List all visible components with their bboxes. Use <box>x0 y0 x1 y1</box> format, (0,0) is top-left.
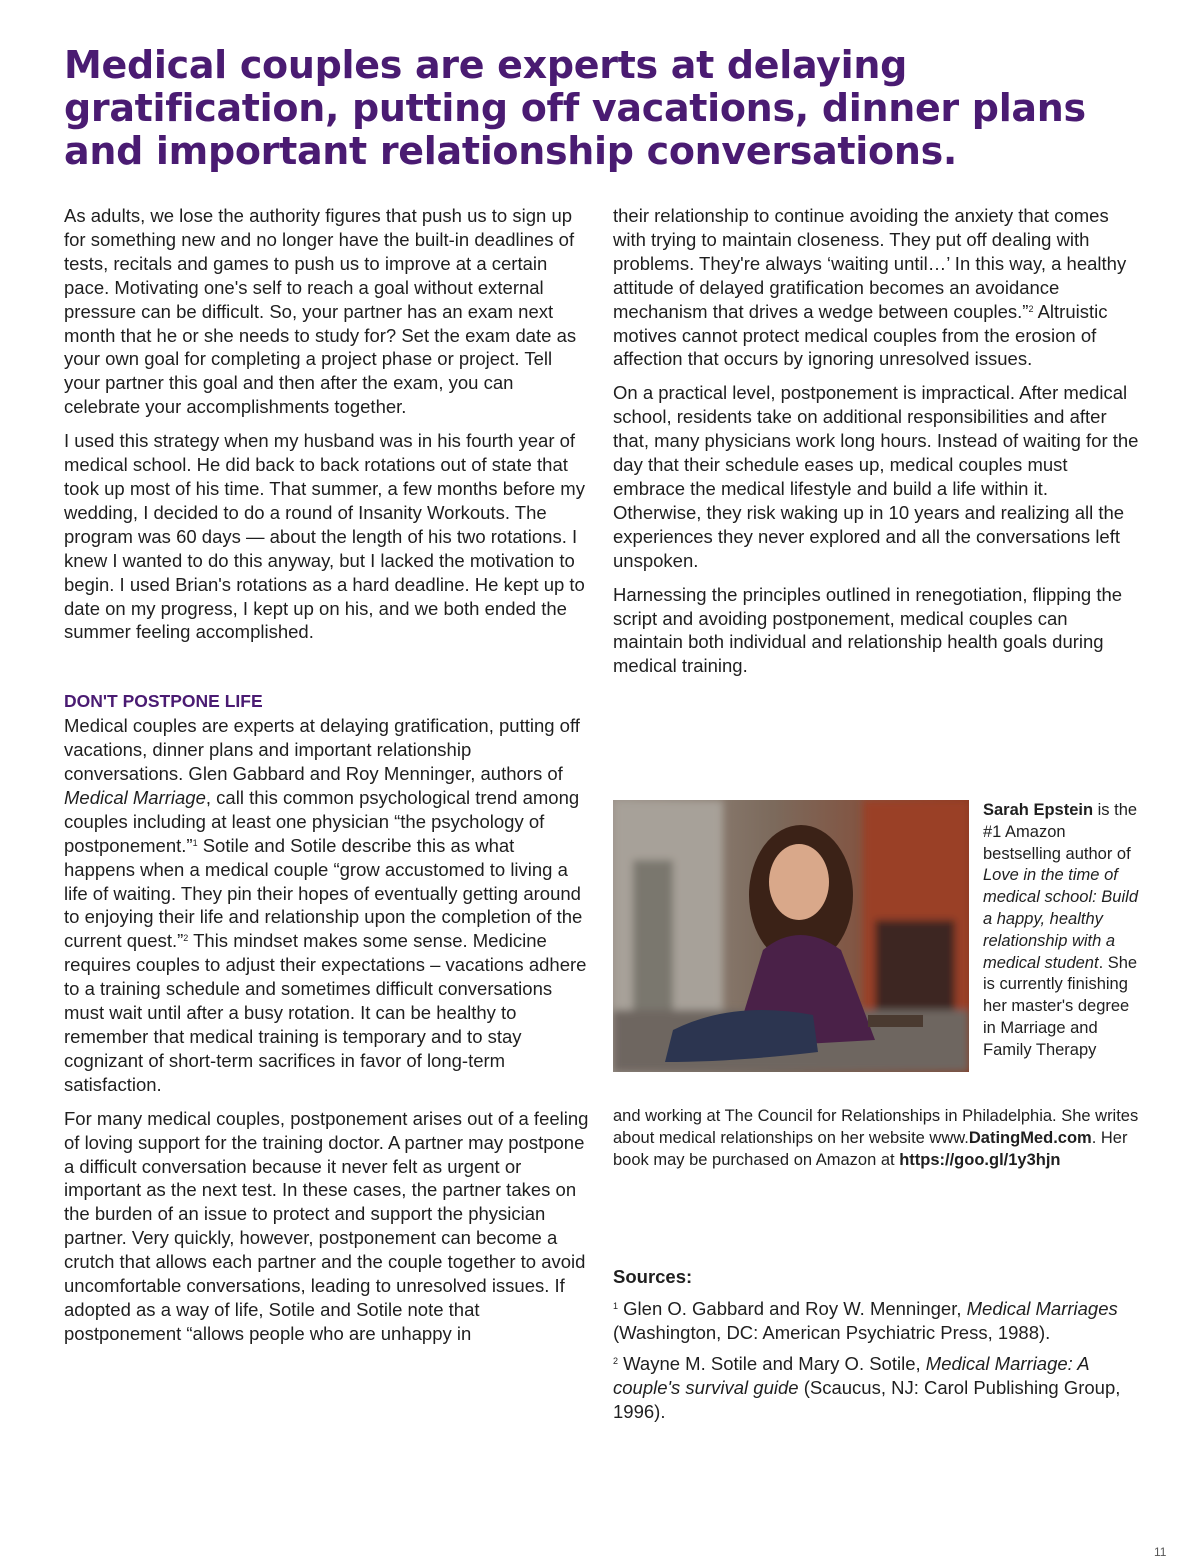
footnote-ref-2[interactable]: 2 <box>1028 303 1034 314</box>
sources-heading: Sources: <box>613 1266 693 1287</box>
source-authors: Wayne M. Sotile and Mary O. Sotile, <box>618 1352 926 1374</box>
text-segment: This mindset makes some sense. Medicine requires couples to adjust their expectations – vacations adhere to a training schedule and sometimes difficult conversations must wait until after a busy rotation. It can be healthy to remember that medical training is temporary and to stay cognizant of short-term sacrifices in favor of long-term satisfaction. <box>64 930 587 1095</box>
footnote-ref-2[interactable]: 2 <box>183 933 189 944</box>
paragraph-insanity-workouts: I used this strategy when my husband was in his fourth year of medical school. He did back to back rotations out of state that took up most of his time. That summer, a few months before my wedding, I decided to do a round of Insanity Workouts. The program was 60 days — about the length of his two rotations. I knew I wanted to do this anyway, but I lacked the motivation to begin. I used Brian's rotations as a hard deadline. He kept up to date on my progress, I kept up on his, and we both ended the summer feeling accomplished. <box>64 430 585 643</box>
page-number: 11 <box>1154 1545 1167 1559</box>
paragraph-practical-level: On a practical level, postponement is impractical. After medical school, residents take on additional responsibilities and after that, many physicians work long hours. Instead of waiting for the day that their schedule eases up, medical couples must embrace the medical lifestyle and build a life within it. Otherwise, they risk waking up in 10 years and realizing all the experiences they never explored and all the conversations left unspoken. <box>613 382 1139 571</box>
author-name: Sarah Epstein <box>983 801 1094 819</box>
source-item-2 <box>613 1352 1141 1424</box>
paragraph-authority-figures: As adults, we lose the authority figures that push us to sign up for something new and no longer have the built-in deadlines of tests, recitals and games to push us to improve at a certain pace. Motivating one's self to reach a goal without external pressure can be difficult. So, your partner has an exam next month that he or she needs to study for? Set the exam date as your own goal for completing a project phase or project. Tell your partner this goal and then after the exam, you can celebrate your accomplishments together. <box>64 205 577 418</box>
text-segment: . Her book may be purchased on Amazon at <box>613 1128 1128 1169</box>
author-website-link[interactable]: DatingMed.com <box>968 1128 1092 1147</box>
text-segment: and working at The Council for Relationships in Philadelphia. She writes about medical relationships on her website www. <box>613 1107 1139 1147</box>
source-publisher: (Washington, DC: American Psychiatric Press, 1988). <box>613 1321 1051 1343</box>
source-title: Medical Marriage: A couple's survival guide <box>613 1352 1089 1398</box>
text-segment: Sotile and Sotile describe this as what happens when a medical couple “grow accustomed to living a life of waiting. They pin their hopes of eventually getting around to enjoying their life and relationship upon the completion of the current quest.” <box>64 834 583 952</box>
book-title-medical-marriage: Medical Marriage <box>64 786 206 808</box>
right-column <box>613 204 1141 688</box>
text-segment: . She is currently finishing her master's degree in Marriage and Family Therapy <box>983 953 1138 1059</box>
amazon-book-link[interactable]: https://goo.gl/1y3hjn <box>899 1150 1061 1169</box>
author-bio-continued <box>613 1106 1141 1171</box>
source-item-1 <box>613 1297 1141 1345</box>
paragraph-postponement <box>64 714 590 1097</box>
footnote-ref-1[interactable]: 1 <box>192 837 198 848</box>
author-bio-side <box>983 800 1141 1062</box>
sources-section <box>613 1265 1141 1430</box>
source-title: Medical Marriages <box>966 1297 1118 1319</box>
author-portrait-illustration <box>613 800 969 1072</box>
paragraph-harnessing-principles: Harnessing the principles outlined in renegotiation, flipping the script and avoiding postponement, medical couples can maintain both individual and relationship health goals during medical training. <box>613 583 1123 677</box>
source-authors: Glen O. Gabbard and Roy W. Menninger, <box>618 1297 967 1319</box>
text-segment: , call this common psychological trend among couples including at least one physician “the psychology of postponement.” <box>64 786 580 856</box>
text-segment: is the #1 Amazon bestselling author of <box>983 801 1138 863</box>
source-number: 1 <box>613 1300 619 1311</box>
text-segment: Medical couples are experts at delaying gratification, putting off vacations, dinner plans and important relationship conversations. Glen Gabbard and Roy Menninger, authors of <box>64 715 580 785</box>
pull-quote-heading: Medical couples are experts at delaying gratification, putting off vacations, dinner plans and important relationship conversations. <box>64 43 1086 173</box>
paragraph-avoidance <box>613 204 1141 371</box>
text-segment: their relationship to continue avoiding the anxiety that comes with trying to maintain closeness. They put off dealing with problems. They're always ‘waiting until…’ In this way, a healthy attitude of delayed gratification becomes an avoidance mechanism that drives a wedge between couples.” <box>613 205 1127 322</box>
author-photo <box>613 800 969 1072</box>
source-publisher: (Scaucus, NJ: Carol Publishing Group, 1996). <box>613 1376 1121 1422</box>
paragraph-loving-support: For many medical couples, postponement arises out of a feeling of loving support for the training doctor. A partner may postpone a difficult conversation because it never felt as urgent or important as the next test. In these cases, the partner takes on the burden of an issue to protect and support the physician partner. Very quickly, however, postponement can become a crutch that allows each partner and the couple together to avoid uncomfortable conversations, leading to unresolved issues. If adopted as a way of life, Sotile and Sotile note that postponement “allows people who are unhappy in <box>64 1107 589 1344</box>
author-book-title: Love in the time of medical school: Build a happy, healthy relationship with a medical student <box>983 866 1138 972</box>
source-number: 2 <box>613 1355 619 1366</box>
section-heading-dont-postpone: DON'T POSTPONE LIFE <box>64 691 263 712</box>
left-column <box>64 204 590 1356</box>
text-segment: Altruistic motives cannot protect medical couples from the erosion of affection that occurs by ignoring unresolved issues. <box>613 300 1108 370</box>
